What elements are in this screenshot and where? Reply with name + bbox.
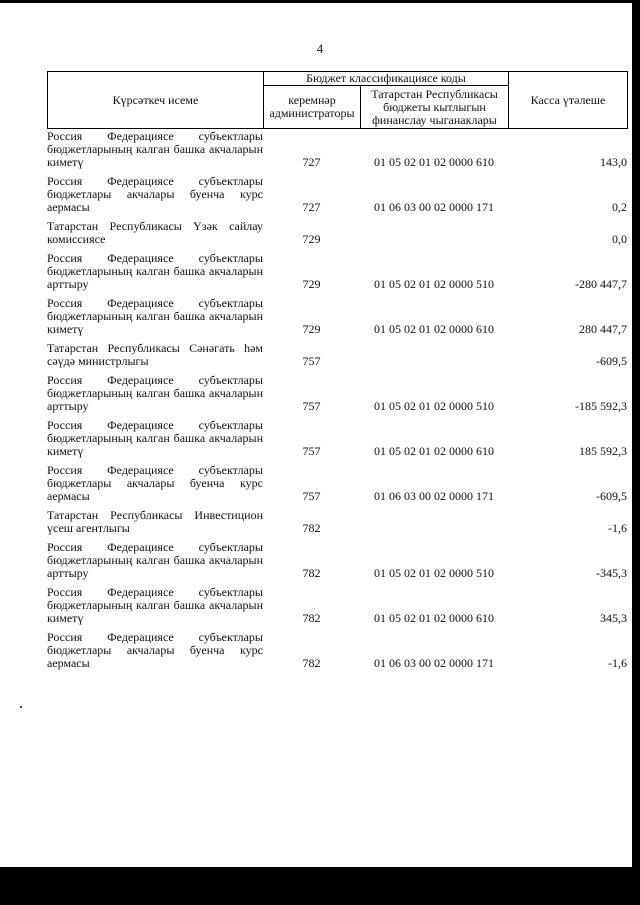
row-source-code: 01 05 02 01 02 0000 510: [374, 566, 494, 580]
table-row: [47, 631, 627, 670]
row-admin-code: 729: [302, 322, 321, 336]
header-admin-column: керемнәр администраторы: [264, 86, 361, 129]
table-row: [47, 374, 627, 413]
row-name: Россия Федерациясе субъектлары бюджетлары акчалары буенча курс аермасы: [47, 174, 263, 214]
row-admin-code: 782: [302, 656, 321, 670]
row-amount: 143,0: [600, 155, 627, 169]
row-source-code: 01 06 03 00 02 0000 171: [374, 656, 494, 670]
table-row: [47, 464, 627, 503]
scan-border-bottom: [0, 867, 640, 905]
header-source-column: Татарстан Республикасы бюджеты кытлыгын финанслау чыганаклары: [361, 86, 509, 129]
row-amount: -609,5: [596, 354, 627, 368]
row-name: Россия Федерациясе субъектлары бюджетларының калган башка акчаларын киметү: [47, 585, 263, 625]
row-name: Россия Федерациясе субъектлары бюджетларының калган башка акчаларын киметү: [47, 129, 263, 169]
table-row: [47, 130, 627, 169]
table-row: [47, 586, 627, 625]
row-amount: 345,3: [600, 611, 627, 625]
row-admin-code: 757: [302, 444, 321, 458]
table-body: [47, 130, 627, 676]
row-name: Россия Федерациясе субъектлары бюджетларының калган башка акчаларын арттыру: [47, 373, 263, 413]
row-amount: 0,0: [612, 232, 627, 246]
row-source-code: 01 05 02 01 02 0000 610: [374, 155, 494, 169]
row-amount: 280 447,7: [579, 322, 627, 336]
table-header: [47, 71, 628, 129]
row-name: Татарстан Республикасы Инвестицион үсеш агентлыгы: [47, 508, 263, 535]
header-amount-column: Касса үтәлеше: [509, 72, 628, 129]
page-number: 4: [316, 41, 324, 56]
table-row: [47, 252, 627, 291]
row-amount: -1,6: [608, 521, 627, 535]
table-row: [47, 220, 627, 246]
table-row: [47, 419, 627, 458]
row-admin-code: 757: [302, 489, 321, 503]
row-name: Россия Федерациясе субъектлары бюджетларының калган башка акчаларын арттыру: [47, 540, 263, 580]
row-source-code: 01 05 02 01 02 0000 510: [374, 399, 494, 413]
header-classification-group: Бюджет классификациясе коды: [264, 72, 509, 86]
row-source-code: 01 06 03 00 02 0000 171: [374, 489, 494, 503]
row-admin-code: 782: [302, 566, 321, 580]
row-amount: -280 447,7: [575, 277, 627, 291]
row-amount: 0,2: [612, 200, 627, 214]
table-row: [47, 541, 627, 580]
scan-border-right: [632, 0, 640, 905]
table-row: [47, 175, 627, 214]
row-amount: -609,5: [596, 489, 627, 503]
row-amount: 185 592,3: [579, 444, 627, 458]
scan-border-top: [0, 0, 640, 3]
row-amount: -345,3: [596, 566, 627, 580]
table-row: [47, 509, 627, 535]
row-admin-code: 727: [302, 155, 321, 169]
row-amount: -1,6: [608, 656, 627, 670]
row-name: Россия Федерациясе субъектлары бюджетларының калган башка акчаларын киметү: [47, 418, 263, 458]
row-admin-code: 757: [302, 399, 321, 413]
row-name: Россия Федерациясе субъектлары бюджетларының калган башка акчаларын арттыру: [47, 251, 263, 291]
row-amount: -185 592,3: [575, 399, 627, 413]
row-source-code: 01 05 02 01 02 0000 610: [374, 444, 494, 458]
row-name: Татарстан Республикасы Сәнәгать һәм сәүдә министрлыгы: [47, 341, 263, 368]
row-source-code: 01 05 02 01 02 0000 510: [374, 277, 494, 291]
row-admin-code: 729: [302, 277, 321, 291]
scan-speck: [20, 706, 22, 708]
row-admin-code: 782: [302, 521, 321, 535]
table-row: [47, 342, 627, 368]
row-admin-code: 757: [302, 354, 321, 368]
row-admin-code: 782: [302, 611, 321, 625]
table-row: [47, 297, 627, 336]
row-name: Татарстан Республикасы Үзәк сайлау комиссиясе: [47, 219, 263, 246]
row-source-code: 01 05 02 01 02 0000 610: [374, 611, 494, 625]
row-name: Россия Федерациясе субъектлары бюджетлары акчалары буенча курс аермасы: [47, 463, 263, 503]
row-name: Россия Федерациясе субъектлары бюджетлары акчалары буенча курс аермасы: [47, 630, 263, 670]
row-source-code: 01 06 03 00 02 0000 171: [374, 200, 494, 214]
row-source-code: 01 05 02 01 02 0000 610: [374, 322, 494, 336]
header-name-column: Күрсәткеч исеме: [48, 72, 264, 129]
row-admin-code: 727: [302, 200, 321, 214]
row-name: Россия Федерациясе субъектлары бюджетларының калган башка акчаларын киметү: [47, 296, 263, 336]
row-admin-code: 729: [302, 232, 321, 246]
